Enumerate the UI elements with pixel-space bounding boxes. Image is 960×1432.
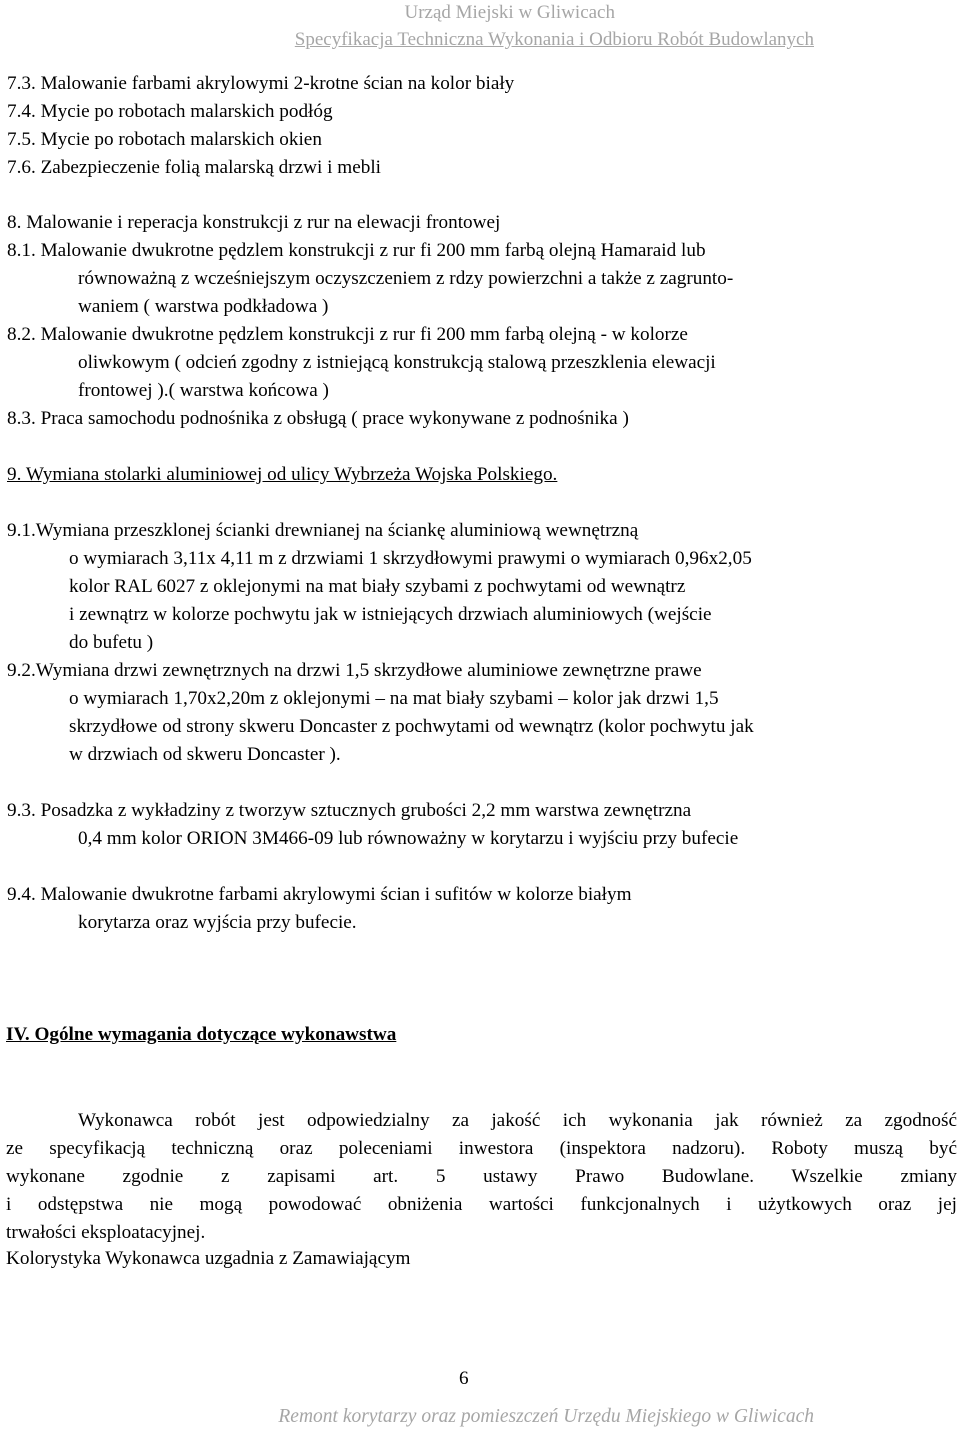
list-item-8-2-cont: oliwkowym ( odcień zgodny z istniejącą konstrukcją stalową przeszklenia elewacji xyxy=(78,352,716,373)
list-item-8-1-cont: równoważną z wcześniejszym oczyszczeniem z rdzy powierzchni a także z zagrunto- xyxy=(78,268,734,289)
section-iv-heading: IV. Ogólne wymagania dotyczące wykonawstwa xyxy=(6,1024,397,1045)
list-item-9-2: 9.2.Wymiana drzwi zewnętrznych na drzwi 1,5 skrzydłowe aluminiowe zewnętrzne prawe xyxy=(7,660,702,681)
footer-text: Remont korytarzy oraz pomieszczeń Urzędu Miejskiego w Gliwicach xyxy=(278,1406,814,1427)
paragraph-line: ze specyfikacją techniczną oraz poleceniami inwestora (inspektora nadzoru). Roboty muszą być xyxy=(6,1138,957,1159)
section-9-heading: 9. Wymiana stolarki aluminiowej od ulicy Wybrzeża Wojska Polskiego. xyxy=(7,464,558,485)
list-item-9-3: 9.3. Posadzka z wykładziny z tworzyw sztucznych grubości 2,2 mm warstwa zewnętrzna xyxy=(7,800,692,821)
list-item-7-6: 7.6. Zabezpieczenie folią malarską drzwi i mebli xyxy=(7,157,381,178)
list-item-7-5: 7.5. Mycie po robotach malarskich okien xyxy=(7,129,322,150)
paragraph-last-line: trwałości eksploatacyjnej. xyxy=(6,1222,206,1243)
closing-line: Kolorystyka Wykonawca uzgadnia z Zamawiającym xyxy=(6,1248,411,1269)
paragraph-line: Wykonawca robót jest odpowiedzialny za jakość ich wykonania jak również za zgodność xyxy=(78,1110,957,1131)
header-document-title: Specyfikacja Techniczna Wykonania i Odbioru Robót Budowlanych xyxy=(294,29,814,50)
list-item-9-1-cont: do bufetu ) xyxy=(69,632,154,653)
list-item-7-3: 7.3. Malowanie farbami akrylowymi 2-krotne ścian na kolor biały xyxy=(7,73,515,94)
list-item-9-4: 9.4. Malowanie dwukrotne farbami akrylowymi ścian i sufitów w kolorze białym xyxy=(7,884,632,905)
list-item-9-3-cont: 0,4 mm kolor ORION 3M466-09 lub równoważny w korytarzu i wyjściu przy bufecie xyxy=(78,828,739,849)
list-item-9-2-cont: w drzwiach od skweru Doncaster ). xyxy=(69,744,341,765)
paragraph-line: wykonane zgodnie z zapisami art. 5 ustawy Prawo Budowlane. Wszelkie zmiany xyxy=(6,1166,957,1187)
list-item-9-1-cont: i zewnątrz w kolorze pochwytu jak w istniejących drzwiach aluminiowych (wejście xyxy=(69,604,712,625)
header-office-name: Urząd Miejski w Gliwicach xyxy=(404,2,615,23)
section-8-heading: 8. Malowanie i reperacja konstrukcji z rur na elewacji frontowej xyxy=(7,212,501,233)
list-item-8-1: 8.1. Malowanie dwukrotne pędzlem konstrukcji z rur fi 200 mm farbą olejną Hamaraid lub xyxy=(7,240,706,261)
list-item-9-1: 9.1.Wymiana przeszklonej ścianki drewnianej na ściankę aluminiową wewnętrzną xyxy=(7,520,639,541)
list-item-9-4-cont: korytarza oraz wyjścia przy bufecie. xyxy=(78,912,357,933)
page-number: 6 xyxy=(459,1368,469,1389)
list-item-9-1-cont: o wymiarach 3,11x 4,11 m z drzwiami 1 skrzydłowymi prawymi o wymiarach 0,96x2,05 xyxy=(69,548,752,569)
list-item-8-3: 8.3. Praca samochodu podnośnika z obsługą ( prace wykonywane z podnośnika ) xyxy=(7,408,629,429)
list-item-7-4: 7.4. Mycie po robotach malarskich podłóg xyxy=(7,101,333,122)
list-item-9-2-cont: skrzydłowe od strony skweru Doncaster z pochwytami od wewnątrz (kolor pochwytu jak xyxy=(69,716,754,737)
paragraph-line: i odstępstwa nie mogą powodować obniżenia wartości funkcjonalnych i użytkowych oraz jej xyxy=(6,1194,957,1215)
list-item-9-2-cont: o wymiarach 1,70x2,20m z oklejonymi – na mat biały szybami – kolor jak drzwi 1,5 xyxy=(69,688,719,709)
list-item-8-1-cont: waniem ( warstwa podkładowa ) xyxy=(78,296,329,317)
list-item-8-2: 8.2. Malowanie dwukrotne pędzlem konstrukcji z rur fi 200 mm farbą olejną - w kolorze xyxy=(7,324,688,345)
list-item-8-2-cont: frontowej ).( warstwa końcowa ) xyxy=(78,380,329,401)
list-item-9-1-cont: kolor RAL 6027 z oklejonymi na mat biały szybami z pochwytami od wewnątrz xyxy=(69,576,686,597)
